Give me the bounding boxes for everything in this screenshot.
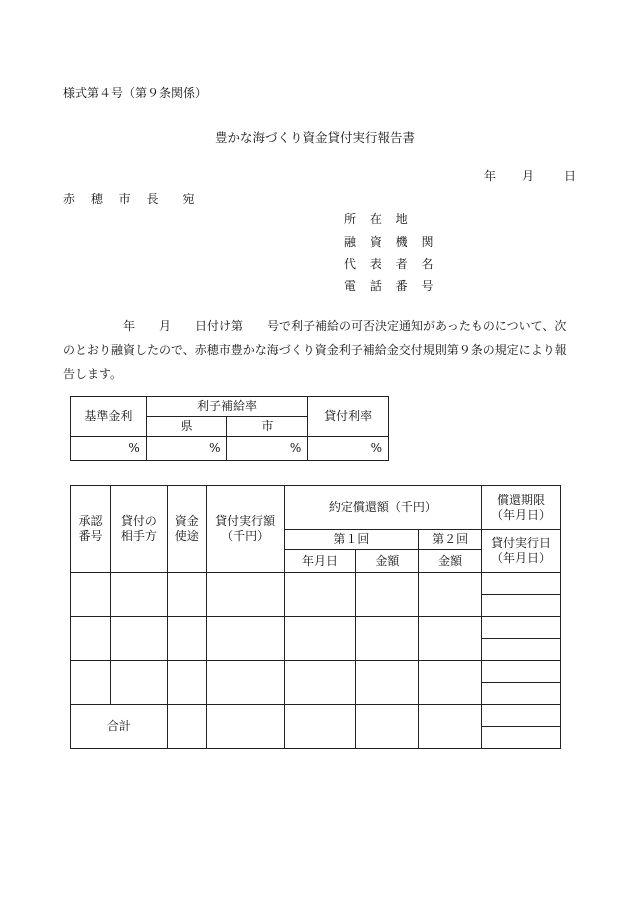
subsidy-rate-header: 利子補給率 — [146, 397, 307, 417]
table-cell — [206, 617, 284, 661]
table-cell — [167, 705, 206, 749]
second-installment-header: 第２回 — [419, 530, 482, 550]
city-rate-cell: % — [227, 437, 308, 461]
table-cell — [482, 595, 561, 617]
scheduled-repayment-header: 約定償還額（千円） — [284, 486, 482, 530]
table-cell — [167, 617, 206, 661]
body-text: 年 月 日付け第 号で利子補給の可否決定通知があったものについて、次のとおり融資したので、赤穂市豊かな海づくり資金利子補給金交付規則第９条の規定により報告します。 — [63, 319, 567, 381]
table-cell — [482, 617, 561, 639]
counterparty-header: 貸付の 相手方 — [110, 486, 167, 573]
second-amount-header: 金額 — [419, 550, 482, 573]
sender-phone-label: 電 話 番 号 — [344, 279, 439, 293]
table-cell — [71, 661, 111, 705]
form-number: 様式第４号（第９条関係） — [63, 86, 208, 100]
first-installment-header: 第１回 — [284, 530, 419, 550]
table-cell — [419, 705, 482, 749]
use-of-funds-header: 資金 使途 — [167, 486, 206, 573]
base-rate-header: 基準金利 — [71, 397, 147, 437]
table-cell — [356, 705, 419, 749]
table-cell — [284, 573, 356, 617]
table-cell — [284, 617, 356, 661]
table-row — [71, 661, 561, 683]
table-cell — [167, 661, 206, 705]
sender-representative-label: 代 表 者 名 — [344, 257, 439, 271]
table-cell — [482, 683, 561, 705]
table-cell — [356, 617, 419, 661]
interest-rate-table — [70, 396, 389, 461]
sender-institution-label: 融 資 機 関 — [344, 235, 439, 249]
total-label: 合計 — [71, 705, 168, 749]
table-row — [71, 573, 561, 595]
first-amount-header: 金額 — [356, 550, 419, 573]
repayment-term-header: 償還期限 （年月日） — [482, 486, 561, 530]
date-year: 年 — [484, 169, 497, 183]
city-header: 市 — [227, 417, 308, 437]
table-cell — [167, 573, 206, 617]
table-cell — [71, 573, 111, 617]
addressee: 赤 穂 市 長 宛 — [63, 192, 201, 206]
table-cell — [110, 573, 167, 617]
loan-rate-cell: % — [308, 437, 389, 461]
table-cell — [482, 705, 561, 727]
table-cell — [110, 617, 167, 661]
table-cell — [419, 661, 482, 705]
table-cell — [356, 573, 419, 617]
sender-address-label: 所 在 地 — [344, 212, 413, 226]
execution-date-header: 貸付実行日 （年月日） — [482, 530, 561, 573]
table-cell — [284, 661, 356, 705]
prefecture-header: 県 — [146, 417, 227, 437]
base-rate-cell: % — [71, 437, 147, 461]
table-cell — [284, 705, 356, 749]
total-row — [71, 705, 561, 727]
table-cell — [206, 705, 284, 749]
table-cell — [206, 573, 284, 617]
date-day: 日 — [564, 169, 577, 183]
date-line — [484, 167, 576, 184]
table-cell — [110, 661, 167, 705]
loan-rate-header: 貸付利率 — [308, 397, 389, 437]
table-cell — [419, 573, 482, 617]
table-cell — [71, 617, 111, 661]
table-cell — [482, 639, 561, 661]
date-month: 月 — [522, 169, 535, 183]
table-cell — [482, 727, 561, 749]
table-cell — [206, 661, 284, 705]
table-cell — [482, 573, 561, 595]
loan-amount-header: 貸付実行額 （千円） — [206, 486, 284, 573]
document-title: 豊かな海づくり資金貸付実行報告書 — [214, 130, 415, 145]
prefecture-rate-cell: % — [146, 437, 227, 461]
table-cell — [356, 661, 419, 705]
table-row — [71, 617, 561, 639]
approval-number-header: 承認 番号 — [71, 486, 111, 573]
repayment-table — [70, 485, 561, 749]
table-cell — [419, 617, 482, 661]
first-date-header: 年月日 — [284, 550, 356, 573]
table-cell — [482, 661, 561, 683]
